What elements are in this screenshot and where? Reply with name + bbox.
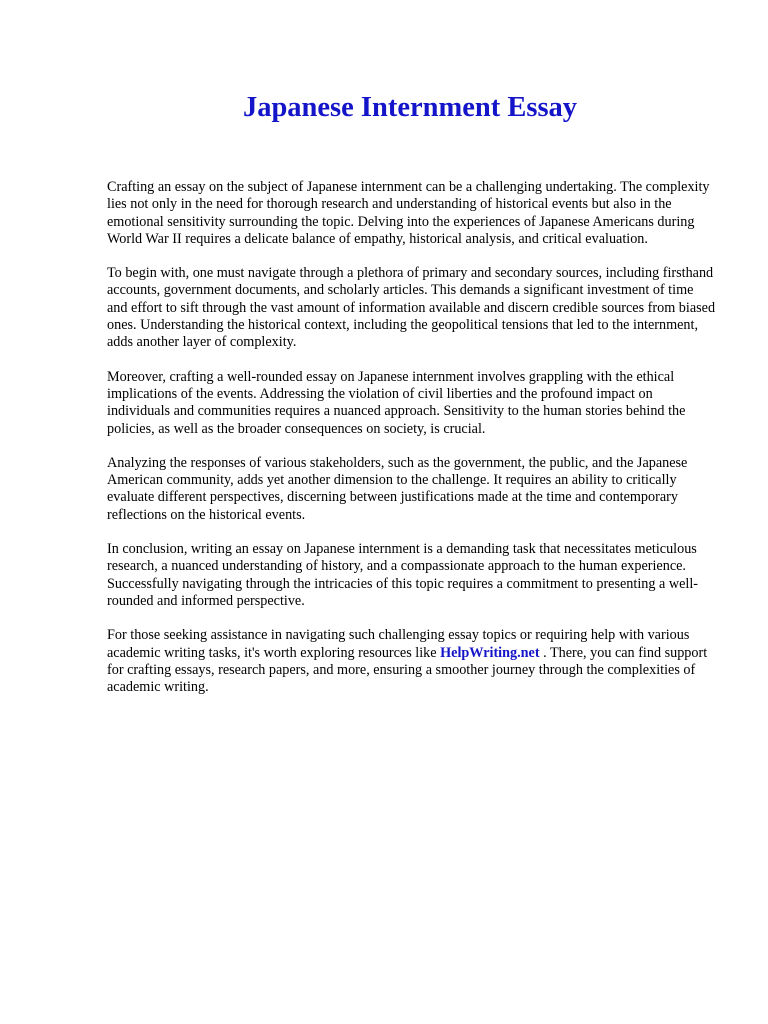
essay-body (107, 179, 717, 713)
helpwriting-link[interactable]: HelpWriting.net (440, 644, 540, 661)
paragraph-intro: Crafting an essay on the subject of Japanese internment can be a challenging undertaking. The complexity lies not only in the need for thorough research and understanding of historical events but also in the emotional sensitivity surrounding the topic. Delving into the experiences of Japanese Americans during World War II requires a delicate balance of empathy, historical analysis, and critical evaluation. (107, 179, 710, 247)
resources-text-after-link: . There, you can find support for crafting essays, research papers, and more, ensuring a smoother journey through the complexities of academic writing. (107, 644, 708, 696)
paragraph-ethics: Moreover, crafting a well-rounded essay on Japanese internment involves grappling with the ethical implications of the events. Addressing the violation of civil liberties and the profound impact on individuals and communities requires a nuanced approach. Sensitivity to the human stories behind the policies, as well as the broader consequences on society, is crucial. (107, 368, 686, 437)
page-title: Japanese Internment Essay (242, 92, 578, 123)
paragraph-conclusion: In conclusion, writing an essay on Japanese internment is a demanding task that necessitates meticulous research, a nuanced understanding of history, and a compassionate approach to the human experience. Successfully navigating through the intricacies of this topic requires a commitment to presenting a well-rounded and informed perspective. (107, 541, 698, 609)
resources-text-before-link: For those seeking assistance in navigating such challenging essay topics or requiring help with various academic writing tasks, it's worth exploring resources like (107, 627, 690, 661)
paragraph-stakeholders: Analyzing the responses of various stakeholders, such as the government, the public, and the Japanese American community, adds yet another dimension to the challenge. It requires an ability to critically evaluate different perspectives, discerning between justifications made at the time and contemporary reflections on the historical events. (107, 454, 688, 523)
paragraph-resources (107, 627, 717, 696)
paragraph-sources: To begin with, one must navigate through a plethora of primary and secondary sources, including firsthand accounts, government documents, and scholarly articles. This demands a significant investment of time and effort to sift through the vast amount of information available and discern credible sources from biased ones. Understanding the historical context, including the geopolitical tensions that led to the internment, adds another layer of complexity. (107, 265, 716, 351)
